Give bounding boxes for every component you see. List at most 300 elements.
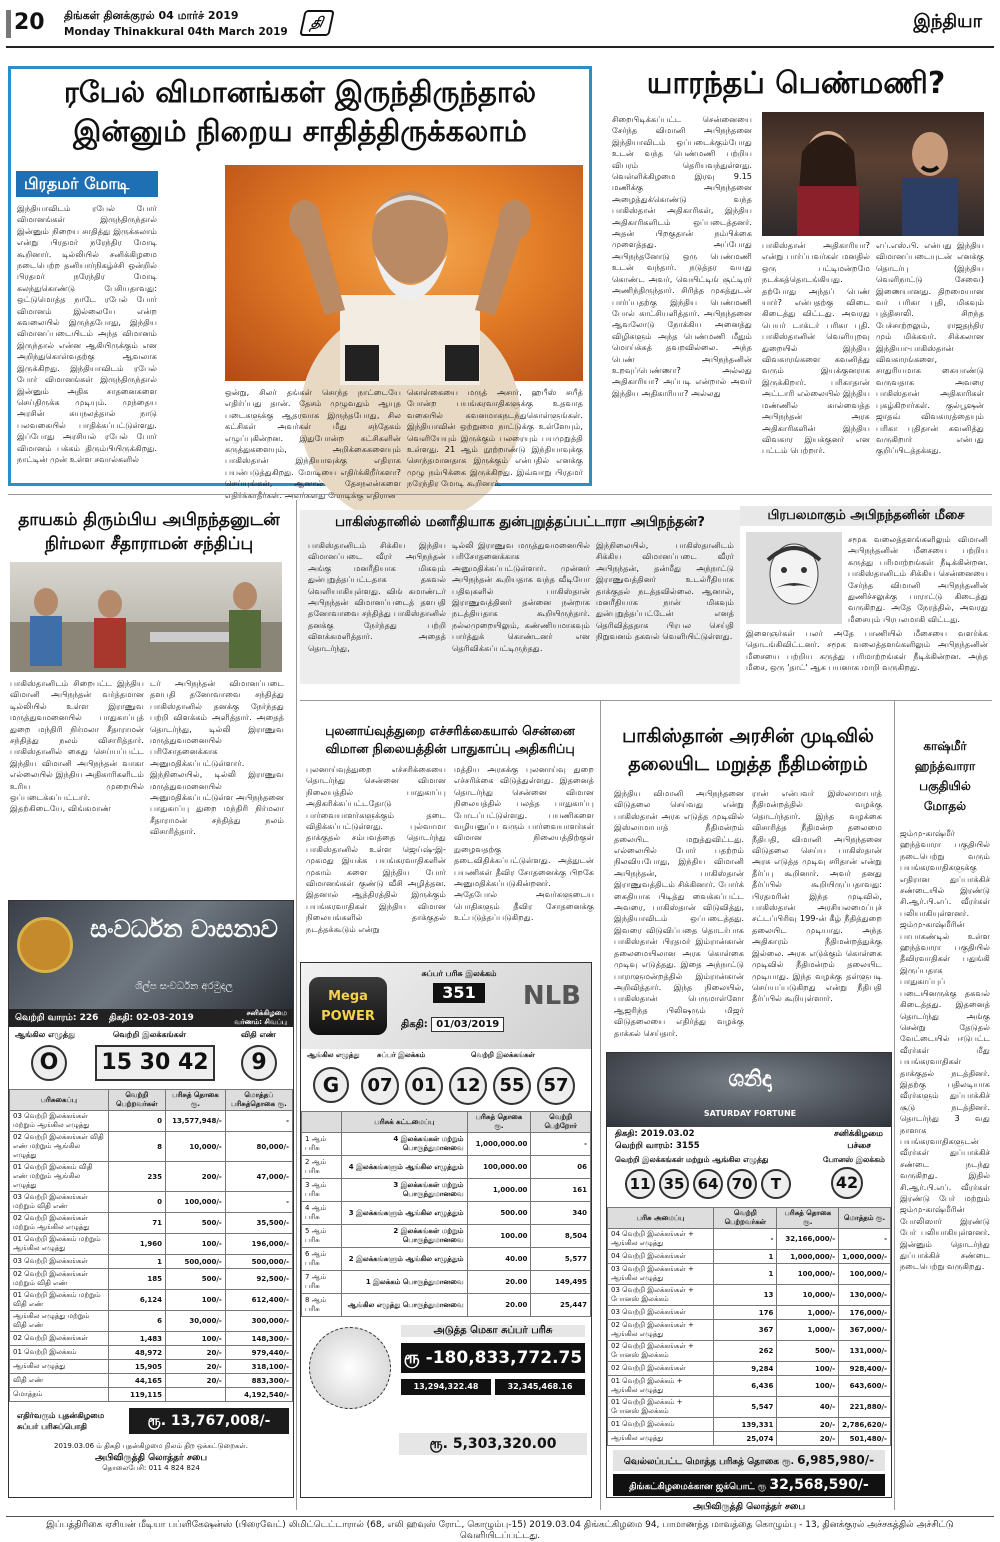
prize-cell: 02 வெற்றி இலக்கங்கள் <box>608 1362 714 1376</box>
lottery3-prize-table <box>607 1207 891 1446</box>
kashmir-title-line2: ஹந்த்வாரா <box>914 759 976 773</box>
prize-cell: 1 <box>108 1255 165 1269</box>
prize-cell: 1,000,000.00 <box>467 1133 531 1156</box>
torture-col2: டில்லி இராணுவ மருத்துவமனையில் பரிசோதனைக்காக அனுமதிக்கப்பட்டுள்ளார். முன்னர் அபிநந்தன் கூறியதாக வந்த வீடியோ பதிவுகளில் பாகிஸ்தான் இராணுவத்தினர் தன்னை நன்றாக நடத்தியதாக கூறியிருந்தார். நல்லமுறையிலும், கண்ணியமாகவும் பார்த்துக் கொண்டனர் என தெரிவிக்கப்பட்டிருந்தது. <box>452 540 590 653</box>
court-col1: இந்திய விமானி அபிநந்தனை விடுதலை செய்வது என்று பாகிஸ்தான் அரசு எடுத்த முடிவில் இஸ்லாமாபாத் நீதிமன்றம் தலையிட மறுத்துவிட்டது. எல்லையில் போர் பதற்றம் நிலவியபோது, இந்திய விமானி அபிநந்தன், பாகிஸ்தான் இராணுவத்திடம் சிக்கினார். போர்க் கைதியாக பிடித்து வைக்கப்பட்ட அவரை, பாகிஸ்தான் விடுவித்து, இந்தியாவிடம் ஒப்படைத்தது. இவரை விடுவிப்பதை தொடர்பாக பாகிஸ்தான் பிரதமர் இம்ரான்கான் தலைமையிலான அரசு கொள்கை முடிவு எடுத்தது. இதை அந்நாட்டு பாராளுமன்றத்தில் இம்ரான்கான் அறிவித்தார். இந்த நிலையில், பாகிஸ்தான் பெருமாள்ளோ ஆஜரிந்த பிலிஷரும் மிஜர் விடுதலையை எதிர்த்து வழக்கு தாக்கல் செய்தார். <box>614 788 744 1038</box>
prize-cell: 01 வெற்றி இலக்கம் மற்றும் விதி எண் <box>10 1290 109 1311</box>
lottery1-result-row <box>9 1027 293 1089</box>
lottery3-draw-label: வெற்றி வாரம்: <box>615 1141 674 1151</box>
lottery1-prize-table <box>9 1089 293 1402</box>
prize-cell: 06 <box>531 1156 591 1179</box>
prize-cell: 176,000/- <box>839 1306 891 1320</box>
prize-cell: 02 வெற்றி இலக்கங்கள் மற்றும் ஆங்கில எழுத்து <box>10 1213 109 1234</box>
lottery2-col-head <box>302 1112 342 1133</box>
prize-cell: ஆங்கில எழுத்து <box>10 1360 109 1374</box>
prize-cell: - <box>531 1133 591 1156</box>
prize-cell: 1 <box>714 1250 777 1264</box>
prize-cell: 2 ஆம் பரிசு <box>302 1156 342 1179</box>
court-title-line2: தலையிட மறுத்த நீதிமன்றம் <box>628 753 868 775</box>
prize-cell: 612,400/- <box>225 1290 292 1311</box>
prize-cell: 02 வெற்றி இலக்கங்கள் + போனஸ் இலக்கம் <box>608 1341 714 1362</box>
lottery2-col-head: பரிசுத் தொகை ரூ. <box>467 1112 531 1133</box>
prize-cell: 6,436 <box>714 1376 777 1397</box>
prize-cell: 318,100/- <box>225 1360 292 1374</box>
prize-cell: 20/- <box>166 1374 226 1388</box>
prize-row <box>608 1341 891 1362</box>
lottery2-burst-icon <box>309 1327 391 1409</box>
airport-story <box>300 722 600 934</box>
lead-col3: கொள்கையை மருத் அசார், ஹபீஸ் சயீத் போன்ற பயங்கரவாதிகளுக்கு உதவாத வகையில் கவனமாகநடந்துகொள்ளுங்கள். இந்தியாவின் ஒற்றுமை நாட்டுக்கு உள்ளேயும், வெளியேயும் இருக்கும் பலரையும் பயமுறுத்தி உள்ளது. 21 ஆம் நூற்றாண்டு இந்தியாவுக்கு சொந்தமானதாக இருக்கும் என்பதில் எனக்கு முழு நம்பிக்கை இருக்கிறது. இவ்வாறு பிரதமர் நரேந்திர மோடி கூறினார். <box>407 387 583 489</box>
prize-row <box>10 1162 293 1192</box>
prize-row <box>10 1311 293 1332</box>
kashmir-title-line4: மோதல் <box>923 799 967 813</box>
prize-row <box>10 1192 293 1213</box>
prize-cell: 500/- <box>777 1341 839 1362</box>
lottery2-super-no: 351 <box>433 983 485 1003</box>
result-ball: 07 <box>361 1067 399 1105</box>
prize-cell: 03 வெற்றி இலக்கங்கள் <box>10 1255 109 1269</box>
prize-cell: 80,000/- <box>225 1132 292 1162</box>
prize-row <box>608 1264 891 1285</box>
prize-cell: 01 வெற்றி இலக்கம் விதி எண் மற்றும் ஆங்கில எழுத்து <box>10 1162 109 1192</box>
prize-cell: 262 <box>714 1341 777 1362</box>
torture-col1: பாகிஸ்தானிடம் சிக்கிய இந்திய விமானப்படை வீரர் அபிநந்தன் அங்கு மனரீதியாக மிகவும் துன்புறுத்தப்பட்டதாக தகவல் வெளியாகியுள்ளது. விங் கமாண்டர் அபிநந்தன் விமானப்படைத் தளபதி தனோவாவை சந்தித்து பாகிஸ்தானில் தனக்கு நேர்ந்தது பற்றி விளக்கமளித்தார். அதைத் தொடர்ந்து, <box>308 540 446 653</box>
result-ball: 70 <box>727 1169 757 1199</box>
airport-title-line1: புலனாய்வுத்துறை எச்சரிக்கையால் சென்னை <box>325 723 575 738</box>
prize-cell: 02 வெற்றி இலக்கங்கள் மற்றும் விதி எண் <box>10 1269 109 1290</box>
lottery3-col-head: மொத்தம் ரூ. <box>839 1208 891 1229</box>
lottery1-subtitle: ශිල්ප සංවර්ධන අරමුදල <box>135 981 233 992</box>
lottery-mega-power <box>300 962 592 1498</box>
nirmala-title <box>8 508 290 556</box>
prize-cell: 221,880/- <box>839 1397 891 1418</box>
lead-byline: பிரதமர் மோடி <box>16 171 158 197</box>
lottery3-info-row <box>607 1127 891 1155</box>
prize-cell: 7 ஆம் பரிசு <box>302 1271 342 1294</box>
airport-title <box>300 722 600 758</box>
woman-col1: சிறைபிடிக்கப்பட்ட சென்னையை சேர்ந்த விமானி அபிநந்தனை இந்தியாவிடம் ஒப்படைக்கும்போது உடன் வந்த பெண்மணி பற்றிய விபரம் தெரியவந்துள்ளது. வெள்ளிக்கிழமை இரவு 9.15 மணிக்கு அபிநந்தனை அழைத்துக்கொண்டு வந்த பாகிஸ்தான் அதிகாரிகள், இந்திய அதிகாரிகளிடம் ஒப்படைத்தனர். அதன் பிறகுதான் நம்பிக்கை முளைத்தது. அப்போது அபிநந்தனோடு ஒரு பெண்மணி உடன் வந்தார். நடுத்தர வயது கொண்ட அவர், வெயிட்டிங் சூட்டிரர் அணிந்திருந்தார். சிரித்த முகத்துடன் பார்ப்பதற்கு இந்திய பெண்மணி போல் காட்சியளித்தார். அபிநந்தனை ஆவலோடு நோக்கிய அனைத்து விழிகளும் அந்த பெண்மணி மீதும் மொய்க்கத் தவறவில்லை. அந்த பெண் அபிநந்தனின் உறவுப்பெண்ணா? அல்லது அதிகாரியா? அப்படி என்றால் அவர் இந்திய அதிகாரியா? அல்லது <box>612 114 752 398</box>
prize-cell: 20/- <box>166 1346 226 1360</box>
nirmala-col1: பாகிஸ்தானிடம் சிறைபட்ட இந்திய விமானி அபிநந்தன் வர்த்தமான டில்லியில் உள்ள இராணுவ மருத்துவமனையில் பாதுகாப்புத் துறை மந்திரி நிர்மலா சீதாராமன் சந்தித்து நலம் விசாரித்தார். பாகிஸ்தானில் கைது செய்யப்பட்ட இந்திய விமானி அபிநந்தன் வாகா எல்லையில் இந்திய அதிகாரிகளிடம் உரிய முறையில் ஒப்படைக்கப்பட்டார். இதற்கிடையே, விங்கமாண் <box>10 678 144 814</box>
prize-cell: 2,786,620/- <box>839 1418 891 1432</box>
lottery2-h3: வெற்றி இலக்கங்கள் <box>471 1051 535 1059</box>
lottery2-super-label: சுப்பர் பரிசு இலக்கம் <box>421 969 497 978</box>
prize-cell: 979,440/- <box>225 1346 292 1360</box>
row-rule <box>300 700 992 701</box>
court-col2: ரான் என்பவர் இஸ்லாமாபாத் நீதிமன்றத்தில் வழக்கு தொடர்ந்தார். இந்த வழக்கை விசாரித்த நீதிமன்ற தலைமை நீதிபதி, விமானி அபிநந்தனை விடுதலை செய்ய பாகிஸ்தான் அரசு எடுத்த முடிவு சரிதான் என்று தீர்ப்பு கூறினார். அவர் தனது தீர்ப்பில் கூறியிருப்பதாவது: பிரதமரின் இந்த முடிவில், பாகிஸ்தான் அரசியலமைப்புச் சட்டப்பிரிவு 199-ன் கீழ் நீதித்துறை தலையிட முடியாது. அந்த அதிகாரம் நீதிமன்றத்துக்கு இல்லை. அரசு எடுக்கும் கொள்கை முடிவில் நீதிமன்றம் தலையிட முடியாது. இந்த வழக்கு தள்ளுபடி செய்யப்படுகிறது என்று நீதிபதி தீர்ப்பில் கூறியுள்ளார். <box>752 788 882 1004</box>
lottery-saturday-fortune <box>606 1052 892 1512</box>
column-rule <box>894 700 895 1510</box>
modi-photo <box>225 165 583 381</box>
lottery1-emblem-icon <box>17 917 73 973</box>
lottery2-mega-label: அடுத்த மெகா சுப்பர் பரிசு <box>401 1325 585 1337</box>
prize-cell: மொத்தம் <box>10 1388 109 1402</box>
prize-cell: 100,000/- <box>777 1264 839 1285</box>
prize-cell: 01 வெற்றி இலக்கம் <box>10 1346 109 1360</box>
result-ball: 55 <box>493 1067 531 1105</box>
prize-cell: - <box>225 1111 292 1132</box>
prize-row <box>10 1132 293 1162</box>
prize-cell: 1 <box>714 1264 777 1285</box>
prize-row <box>608 1285 891 1306</box>
prize-cell: 6,124 <box>108 1290 165 1311</box>
prize-cell: 100.00 <box>467 1225 531 1248</box>
lottery2-date: 01/03/2019 <box>431 1017 504 1032</box>
prize-cell: ஆங்கில எழுத்து பொருந்துமானவை <box>342 1294 467 1317</box>
lottery2-col-head: வெற்றி பெற்றோர் <box>531 1112 591 1133</box>
prize-cell: 30,000/- <box>166 1311 226 1332</box>
prize-row <box>608 1397 891 1418</box>
prize-cell: 100,000/- <box>839 1264 891 1285</box>
prize-cell: 15,905 <box>108 1360 165 1374</box>
prize-row <box>608 1229 891 1250</box>
airport-title-line2: விமான நிலையத்தின் பாதுகாப்பு அதிகரிப்பு <box>325 741 575 756</box>
prize-row <box>302 1133 591 1156</box>
prize-cell: 643,600/- <box>839 1376 891 1397</box>
lottery1-col-head: மொத்தப் பரிசுத்தொகை ரூ. <box>225 1090 292 1111</box>
prize-cell: 20.00 <box>467 1294 531 1317</box>
prize-cell: 100/- <box>166 1332 226 1346</box>
prize-cell: 501,480/- <box>839 1432 891 1446</box>
lottery2-date-group <box>401 1019 504 1031</box>
prize-cell: 01 வெற்றி இலக்கம் <box>608 1418 714 1432</box>
prize-cell: 20.00 <box>467 1271 531 1294</box>
prize-cell: 500/- <box>166 1269 226 1290</box>
woman-col2: பாகிஸ்தான் அதிகாரியா? என்று பார்ப்பவர்கள் மனதில் ஒரு பட்டிமன்றமே நடக்கத்தொடங்கியது. தற்போது அந்தப் பெண் யார்? என்பதற்கு விடை கிடைத்து விட்டது. அவரது பெயர் டாக்டர் பரிகா புதி. பாகிஸ்தானின் வெளியுறவு துறையில் இந்திய விவகாரங்களை கவனித்து வரும் இயக்குனராக இருக்கிறார். பரிகாதான் அட்டாரி எல்லையில் இந்திய மண்ணில் கால்வைத்த அபிநந்தன் அரசு அதிகாரிகளின் இந்திய விவகார இயக்குனர் என பட்டம் பெற்றார். <box>762 240 870 456</box>
prize-cell: 25,447 <box>531 1294 591 1317</box>
lead-headline-line1: ரபேல் விமானங்கள் இருந்திருந்தால் <box>63 75 537 109</box>
prize-cell: 1,483 <box>108 1332 165 1346</box>
page-number: 20 <box>14 10 45 35</box>
lottery2-mega-block <box>301 1321 591 1421</box>
prize-cell: 4 இலக்கங்கள் மற்றும் பொருந்துமானவை <box>342 1133 467 1156</box>
prize-cell: 03 வெற்றி இலக்கங்கள் மற்றும் விதி எண் <box>10 1192 109 1213</box>
moustache-col1: சமூக வலைத்தளங்களிலும் விமானி அபிநந்தனின் மீசையை பற்றிய கருத்து பரிமாற்றங்கள் நீடிக்கின்றன. பாகிஸ்தானிடம் சிக்கிய சென்னையை சேர்ந்த விமானி அபிநந்தனின் துணிச்சலுக்கு பாராட்டு கிடைத்து வருகிறது. அதே நேரத்தில், அவரது மீசையும் பிரபலமாகி விட்டது. <box>848 534 988 624</box>
woman-col3: எப்.எஸ்.பி. என்பது இந்திய விமானப்படையுடன் எனக்கு தொடர்பு (இந்திய வெளிநாட்டு சேவை) இணையானது. திறமையான வர் பரிகா புதி, மிகவும் புத்திசாலி. சிறந்த பேச்சாற்றலும், ராஜதந்திர மும் மிக்கவர். சிக்கலான இந்தியா-பாகிஸ்தான் விவகாரங்களை, சாதுரியமாக கையாண்டு வருவதாக அவரை பாகிஸ்தான் அதிகாரிகள் புகழ்கிறார்கள். குல்பூஷன் ஜாதவ் விவகாரத்தையும் பரிகா புதிதான் கவனித்து வருகிறார் என்பது குறிப்பிடத்தக்கது. <box>876 240 984 456</box>
lottery1-col-head: பரிசுத் தொகை ரூ. <box>166 1090 226 1111</box>
lottery3-next-row <box>613 1474 885 1496</box>
prize-cell: 40/- <box>777 1397 839 1418</box>
prize-cell: விதி எண் <box>10 1374 109 1388</box>
lottery3-result-row <box>607 1155 891 1207</box>
lottery3-day: சனிக்கிழமை <box>834 1129 883 1139</box>
prize-cell: 92,500/- <box>225 1269 292 1290</box>
prize-cell: 100/- <box>777 1362 839 1376</box>
lottery3-org: அபிவிருத்தி லொத்தர் சபை <box>692 1502 806 1512</box>
prize-cell: 1,000/- <box>777 1320 839 1341</box>
lead-col1: இந்தியாவிடம் ரபேல் போர் விமானங்கள் இருந்திருந்தால் இன்னும் நிறைய சாதித்து இருக்கலாம் என்று பிரதமர் நரேந்திர மோடி கூறினார். டில்லியில் சனிக்கிழமை நடைபெற்ற தனியார்நிகழ்ச்சி ஒன்றில் பிரதமர் நரேந்திர மோடி கலந்துகொண்டு பேசியதாவது: ஒட்டுமொத்த நாடே ரபேல் போர் விமானம் இல்லையே என்ற கவலையில் இருந்தபோது, இந்திய விமானப்படையிடம் அந்த விமானம் இருந்தால் என்ன ஆகியிருக்கும் என அறிந்துகொள்வதற்கு ஆவலாக இருக்கிறது. இந்தியாவிடம் ரபேல் போர் விமானங்கள் இருந்திருந்தால் இன்னும் அதிக சாதனைகளை செய்திருக்க முடியும். முந்தைய அரசின் சுயநலத்தால் நாடு பலவகையில் பாதிக்கப்பட்டுள்ளது. இப்போது அரசியல் ரபேல் போர் விமானம் பக்கம் திரும்பியிருக்கிறது. நாட்டின் முன் உள்ள சவால்களில் <box>17 203 157 464</box>
lottery1-banner <box>9 901 293 1009</box>
prize-cell: 35,500/- <box>225 1213 292 1234</box>
prize-cell: 1,000,000/- <box>839 1250 891 1264</box>
airport-col1: புலனாய்வுத்துறை எச்சரிக்கையை தொடர்ந்து சென்னை விமான நிலையத்தில் பாதுகாப்பு அதிகரிக்கப்பட்டதோடு பார்வையாளர்களுக்கும் தடை விதிக்கப்பட்டுள்ளது. புல்வாமா தாக்குதல் சம்பவத்தை தொடர்ந்து பாகிஸ்தானில் உள்ள ஜெய்ஷ்-இ-முகமது இயக்க பயங்கரவாதிகளின் முகாம் களை இந்திய போர் விமானங்கள் குண்டு வீசி அழித்தன. இதனால் ஆத்திரத்தில் இருக்கும் பயங்கரவாதிகள் இந்திய விமான நிலையங்களில் தாக்குதல் நடத்தக்கூடும் என்று <box>306 764 446 934</box>
prize-cell: 367 <box>714 1320 777 1341</box>
prize-cell: 500,000/- <box>166 1255 226 1269</box>
lottery1-draw-no: 226 <box>79 1013 99 1023</box>
prize-cell: 3 இலக்கங்கள் மற்றும் பொருந்துமானவை <box>342 1179 467 1202</box>
prize-cell: 01 வெற்றி இலக்கம் + ஆங்கில எழுத்து <box>608 1376 714 1397</box>
prize-cell: 10,000/- <box>777 1285 839 1306</box>
lead-headline <box>11 73 589 151</box>
prize-cell: 235 <box>108 1162 165 1192</box>
prize-cell: 20/- <box>777 1418 839 1432</box>
kashmir-title-line3: பகுதியில் <box>919 779 971 793</box>
prize-cell: 300,000/- <box>225 1311 292 1332</box>
prize-row <box>608 1432 891 1446</box>
prize-cell: 8 <box>108 1132 165 1162</box>
lottery2-col-head: பரிசுக் கட்டமைப்பு <box>342 1112 467 1133</box>
lottery1-note: 2019.03.06 ம் திகதி புதன்கிழமை நிலம் திற ஒக்கட்டுறைகள். <box>54 1442 248 1450</box>
lottery2-bottom: ரூ. 5,303,320.00 <box>399 1433 587 1455</box>
prize-cell: 02 வெற்றி இலக்கங்கள் விதி எண் மற்றும் ஆங்கில எழுத்து <box>10 1132 109 1162</box>
prize-cell: 44,165 <box>108 1374 165 1388</box>
prize-cell: 100,000/- <box>166 1192 226 1213</box>
kashmir-title <box>896 736 994 816</box>
prize-cell: 8,504 <box>531 1225 591 1248</box>
lottery3-draw-group <box>615 1141 700 1152</box>
lottery3-banner <box>607 1053 891 1127</box>
lottery3-bonus: 42 <box>831 1167 863 1199</box>
lottery2-letter: G <box>313 1067 349 1103</box>
prize-cell: 161 <box>531 1179 591 1202</box>
prize-cell: 04 வெற்றி இலக்கங்கள் + ஆங்கில எழுத்து <box>608 1229 714 1250</box>
prize-cell: - <box>714 1229 777 1250</box>
airport-col2: மத்திய அரசுக்கு புலனாய்வு துறை எச்சரிக்கை விடுத்துள்ளது. இதனைத் தொடர்ந்து சென்னை விமான நிலையத்தில் பலத்த பாதுகாப்பு போடப்பட்டுள்ளது. பயணிகளை வழியனுப்ப வரும் பார்வையாளர்கள் விமான நிலையத்திற்குள் நுழைவதற்கு தடைவிதிக்கப்பட்டுள்ளது. அத்துடன் பயணிகள் தீவிர சோதனைக்கு பிறகே அனுமதிக்கப்படுகின்றனர். அதேபோல் அவர்களுடைய பொதிகளும் தீவிர சோதனைக்கு உட்படுத்தப்படுகிறது. <box>454 764 594 923</box>
lottery1-special: 9 <box>241 1045 277 1081</box>
prize-cell: 02 வெற்றி இலக்கங்கள் <box>10 1332 109 1346</box>
prize-row <box>10 1255 293 1269</box>
court-story <box>606 722 890 1044</box>
lottery2-brand: Mega POWER <box>309 977 387 1035</box>
prize-cell: 100/- <box>166 1290 226 1311</box>
prize-cell: 4 இலக்கங்களும் ஆங்கில எழுத்தும் <box>342 1156 467 1179</box>
prize-cell: 20/- <box>777 1432 839 1446</box>
lottery3-total: 6,985,980/- <box>797 1453 875 1467</box>
prize-cell: 148,300/- <box>225 1332 292 1346</box>
prize-cell: 13 <box>714 1285 777 1306</box>
prize-cell: 139,331 <box>714 1418 777 1432</box>
lottery1-jackpot-labels <box>17 1410 104 1432</box>
prize-cell: 176 <box>714 1306 777 1320</box>
prize-row <box>10 1213 293 1234</box>
prize-row <box>302 1248 591 1271</box>
prize-cell: 5 ஆம் பரிசு <box>302 1225 342 1248</box>
hospital-meeting-illustration <box>10 562 282 672</box>
lottery3-next-label: திங்கட்கிழமைக்கான ஜக்பொட் ரூ <box>629 1482 767 1492</box>
lottery1-jackpot-label2: சுப்பர் பரிசுப்பொதி <box>17 1422 87 1431</box>
lead-headline-line2: இன்னும் நிறைய சாதித்திருக்கலாம் <box>73 114 527 148</box>
lottery1-phone: தொலைபேசி: 011 4 824 824 <box>102 1464 200 1472</box>
lottery1-draw-label: வெற்றி வாரம்: <box>15 1013 77 1023</box>
lottery3-sub: SATURDAY FORTUNE <box>703 1109 797 1118</box>
prize-cell: 10,000/- <box>166 1132 226 1162</box>
header-date-english: Monday Thinakkural 04th March 2019 <box>64 26 288 38</box>
prize-cell: ஆங்கில எழுத்து <box>608 1432 714 1446</box>
prize-cell: 2 இலக்கங்கள் மற்றும் பொருந்துமானவை <box>342 1225 467 1248</box>
prize-cell: 340 <box>531 1202 591 1225</box>
lottery2-banner <box>301 963 591 1049</box>
prize-cell: 1 ஆம் பரிசு <box>302 1133 342 1156</box>
lottery2-nlb-logo: NLB <box>522 981 581 1011</box>
prize-cell: 71 <box>108 1213 165 1234</box>
prize-cell: 500/- <box>166 1213 226 1234</box>
prize-row <box>10 1346 293 1360</box>
lottery1-jackpot-label1: எதிர்வரும் புதன்கிழமை <box>17 1411 105 1420</box>
prize-cell: 3 இலக்கங்களும் ஆங்கில எழுத்தும் <box>342 1202 467 1225</box>
prize-cell: 13,577,948/- <box>166 1111 226 1132</box>
lottery1-date: 02-03-2019 <box>136 1013 194 1023</box>
lottery3-total-label: வெல்லப்பட்ட மொத்த பரிசுத் தொகை ரூ. <box>623 1457 795 1467</box>
woman-abhinandan-illustration <box>762 112 984 236</box>
prize-cell: 01 வெற்றி இலக்கம் மற்றும் ஆங்கில எழுத்து <box>10 1234 109 1255</box>
prize-row <box>302 1156 591 1179</box>
prize-cell: 200/- <box>166 1162 226 1192</box>
lottery1-h3: விதி எண் <box>241 1030 276 1039</box>
prize-cell: 100,000.00 <box>467 1156 531 1179</box>
prize-cell: 25,074 <box>714 1432 777 1446</box>
torture-story <box>300 510 740 684</box>
prize-cell: 2 இலக்கங்களும் ஆங்கில எழுத்தும் <box>342 1248 467 1271</box>
lottery3-brand: ශනිදා <box>728 1067 772 1092</box>
woman-title: யாரந்தப் பெண்மணி? <box>646 66 946 101</box>
prize-cell: 03 வெற்றி இலக்கங்கள் + போனஸ் இலக்கம் <box>608 1285 714 1306</box>
lottery3-date-label: திகதி: <box>615 1129 638 1139</box>
prize-cell: 6 <box>108 1311 165 1332</box>
prize-cell: 8 ஆம் பரிசு <box>302 1294 342 1317</box>
lottery2-result-row <box>301 1049 591 1111</box>
prize-cell: 0 <box>108 1111 165 1132</box>
prize-cell: - <box>225 1192 292 1213</box>
lottery2-balls <box>361 1067 591 1105</box>
kashmir-story <box>896 736 994 1512</box>
result-ball: 01 <box>405 1067 443 1105</box>
lottery3-balls <box>625 1169 782 1199</box>
lottery3-date: 2019.03.02 <box>640 1129 695 1139</box>
lottery1-col-head: பரிசுகைப்பு <box>10 1090 109 1111</box>
prize-cell: 367,000/- <box>839 1320 891 1341</box>
lottery3-draw-no: 3155 <box>675 1141 700 1151</box>
prize-cell: 5,577 <box>531 1248 591 1271</box>
moustache-face-sketch <box>746 532 842 624</box>
lottery1-h1: ஆங்கில எழுத்து <box>15 1030 76 1039</box>
torture-title: பாகிஸ்தானில் மனரீதியாக துன்புறுத்தப்பட்டாரா அபிநந்தன்? <box>335 514 705 530</box>
prize-row <box>10 1332 293 1346</box>
woman-story <box>600 56 992 496</box>
lottery2-mega: ரூ -180,833,772.75 <box>401 1343 585 1373</box>
lottery1-draw-bar <box>9 1009 293 1027</box>
modi-figure-illustration <box>225 165 583 381</box>
lottery3-col-head: பரிசு அமைப்பு <box>608 1208 714 1229</box>
lottery1-day: சனிக்கிழமை <box>246 1009 287 1017</box>
prize-cell: 4,192,540/- <box>225 1388 292 1402</box>
prize-row <box>302 1225 591 1248</box>
logo-letter: தி <box>309 15 325 31</box>
moustache-col2: இளைஞர்கள் பலர் அதே பாணியில் மீசையை வளர்க்க தொடங்கிவிட்டனர். சமூக வலைத்தளங்களிலும் அபிநந்தனின் மீசையை பற்றிய கருத்து பரிமாற்றங்கள் நீடிக்கின்றன. அந்த மீசை, ஒரு 'தாட்' ஆக பயனாக மாறி வருகிறது. <box>746 628 988 673</box>
lottery2-date-label: திகதி: <box>401 1019 428 1030</box>
imprint-footer: இப்பத்திரிகை ஏசியன் மீடியா பப்ளிகேஷன்ஸ் (பிரைவேட்) லிமிட்டெட்டாரால் (68, எலி ஹவுஸ் ரோட், கொழும்பு-15) 2019.03.04 திங்கட்கிழமை 94, பாமாணந்த மாவத்தை கொழும்பு - 13, தினக்குரல் அச்சகத்தில் அச்சிட்டு வெளியிடப்பட்டது. <box>6 1516 994 1542</box>
lottery1-colour: வர்ணம்: சிவப்பு <box>234 1018 287 1026</box>
prize-cell: 3 ஆம் பரிசு <box>302 1179 342 1202</box>
result-ball: 57 <box>537 1067 575 1105</box>
lead-col2: ஒன்று, சிலர் தங்கள் சொந்த நாட்டையே எதிர்ப்பது தான். தேசம் முழுவதும் ஆயுத படைகளுக்கு ஆதரவாக இருந்தபோது, சில கட்சிகள் அவர்கள் மீது சந்தேகம் எழுப்புகின்றன. இதுபோன்ற கட்சிகளின் கருத்துகளையும், அறிக்கைகளையும் பாகிஸ்தான் இந்தியாவுக்கு எதிராக பயன்படுத்துகிறது. மோடியை எதிர்க்கிறீர்களா? செய்யுங்கள், ஆனால் தேசநலன்களை <box>225 387 401 489</box>
prize-cell: 5,547 <box>714 1397 777 1418</box>
result-ball: 12 <box>449 1067 487 1105</box>
lottery1-date-group <box>109 1009 194 1027</box>
prize-cell: 1,000/- <box>777 1306 839 1320</box>
result-ball: 64 <box>693 1169 723 1199</box>
prize-cell: 20/- <box>166 1360 226 1374</box>
prize-cell: 130,000/- <box>839 1285 891 1306</box>
nirmala-title-line2: நிர்மலா சீதாராமன் சந்திப்பு <box>44 534 254 554</box>
prize-cell: 04 வெற்றி இலக்கங்கள் <box>608 1250 714 1264</box>
column-rule <box>600 700 601 1510</box>
prize-cell: 6 ஆம் பரிசு <box>302 1248 342 1271</box>
prize-row <box>10 1111 293 1132</box>
nirmala-story <box>8 500 290 880</box>
woman-photo <box>762 112 984 236</box>
lottery1-jackpot-row <box>9 1406 293 1440</box>
prize-cell: 48,972 <box>108 1346 165 1360</box>
prize-cell: 1,000,000/- <box>777 1250 839 1264</box>
prize-cell <box>166 1388 226 1402</box>
row-rule <box>8 494 992 495</box>
prize-row <box>608 1376 891 1397</box>
prize-cell: 9,284 <box>714 1362 777 1376</box>
prize-cell: ஆங்கில எழுத்து மற்றும் விதி எண் <box>10 1311 109 1332</box>
prize-cell: 40.00 <box>467 1248 531 1271</box>
lottery3-h2: போனஸ் இலக்கம் <box>823 1155 885 1164</box>
prize-cell: - <box>839 1229 891 1250</box>
prize-row <box>608 1418 891 1432</box>
court-title-line1: பாகிஸ்தான் அரசின் முடிவில் <box>622 725 874 747</box>
prize-row <box>10 1388 293 1402</box>
prize-cell: 03 வெற்றி இலக்கங்கள் <box>608 1306 714 1320</box>
lottery1-letter: O <box>31 1045 67 1081</box>
lottery3-next: 32,568,590/- <box>769 1477 869 1493</box>
header-rule <box>6 46 994 48</box>
prize-cell: 149,495 <box>531 1271 591 1294</box>
prize-row <box>10 1290 293 1311</box>
lottery3-col-head: வெற்றி பெற்றவர்கள் <box>714 1208 777 1229</box>
lottery1-date-label: திகதி: <box>109 1013 134 1023</box>
prize-cell: 500,000/- <box>225 1255 292 1269</box>
moustache-story <box>740 498 992 688</box>
prize-cell: 1,000.00 <box>467 1179 531 1202</box>
lottery3-h1: வெற்றி இலக்கங்கள் மற்றும் ஆங்கில எழுத்து <box>615 1155 769 1164</box>
prize-row <box>302 1294 591 1317</box>
section-name: இந்தியா <box>913 11 982 32</box>
lottery3-date-group <box>615 1129 695 1140</box>
lottery1-org: அபிவிருத்தி லொத்தர் சபை <box>94 1453 208 1463</box>
prize-cell: 100/- <box>166 1234 226 1255</box>
prize-cell: 928,400/- <box>839 1362 891 1376</box>
prize-cell: 500.00 <box>467 1202 531 1225</box>
result-ball: T <box>761 1169 791 1199</box>
page-number-bar <box>6 10 11 38</box>
lottery2-s1: 13,294,322.48 <box>401 1379 491 1395</box>
page-header <box>0 0 1000 48</box>
moustache-sketch <box>746 532 842 624</box>
lottery1-h2: வெற்றி இலக்கங்கள் <box>113 1030 186 1039</box>
lead-story <box>8 66 592 489</box>
prize-cell: 131,000/- <box>839 1341 891 1362</box>
nirmala-photo <box>10 562 282 672</box>
masthead-logo <box>299 10 335 36</box>
kashmir-body: ஜம்மு-காஷ்மீர் ஹந்த்வாரா பகுதியில் நடைபெற்று வரும் பயங்கரவாதிகளுக்கு எதிரான துப்பாக்கிச் சண்டையில் இரண்டு சி.ஆர்.பி.எப். வீரர்கள் பலியாகியுள்ளனர். ஜம்மு-காஷ்மீரின் பாபாகண்டில் உள்ள ஹந்த்வாரா பகுதியில் தீவிரவாதிகள் பதுங்கி இருப்பதாக பாதுகாப்புப் படையினருக்கு தகவல் கிடைத்தது. இதனைத் தொடர்ந்து அங்கு சென்று தேடுதல் வேட்டையில் ஈடுபட்ட வீரர்கள் மீது பயங்கரவாதிகள் தாக்குதல் நடத்தினர். இதற்கு பதிலடியாக வீரர்களும் துப்பாக்கிச் சூடு நடத்தினர். தொடர்ந்து 3 வது நாளாக பயங்கரவாதிகளுடன் வீரர்கள் துப்பாக்கிச் சண்டை நடந்து வருகிறது. இதில் சி.ஆர்.பி.எப். வீரர்கள் இரண்டு பேர் மற்றும் ஜம்மு-காஷ்மீரின் போலிஸார் இரண்டு பேர் பலியாகியுள்ளனர். இன்னும் தொடர்ந்து துப்பாக்கிச் சண்டை நடைபெற்று வருகிறது. <box>900 828 990 1272</box>
prize-cell: 100/- <box>777 1376 839 1397</box>
lottery1-numbers: 15 30 42 <box>95 1045 215 1081</box>
prize-cell: 32,166,000/- <box>777 1229 839 1250</box>
